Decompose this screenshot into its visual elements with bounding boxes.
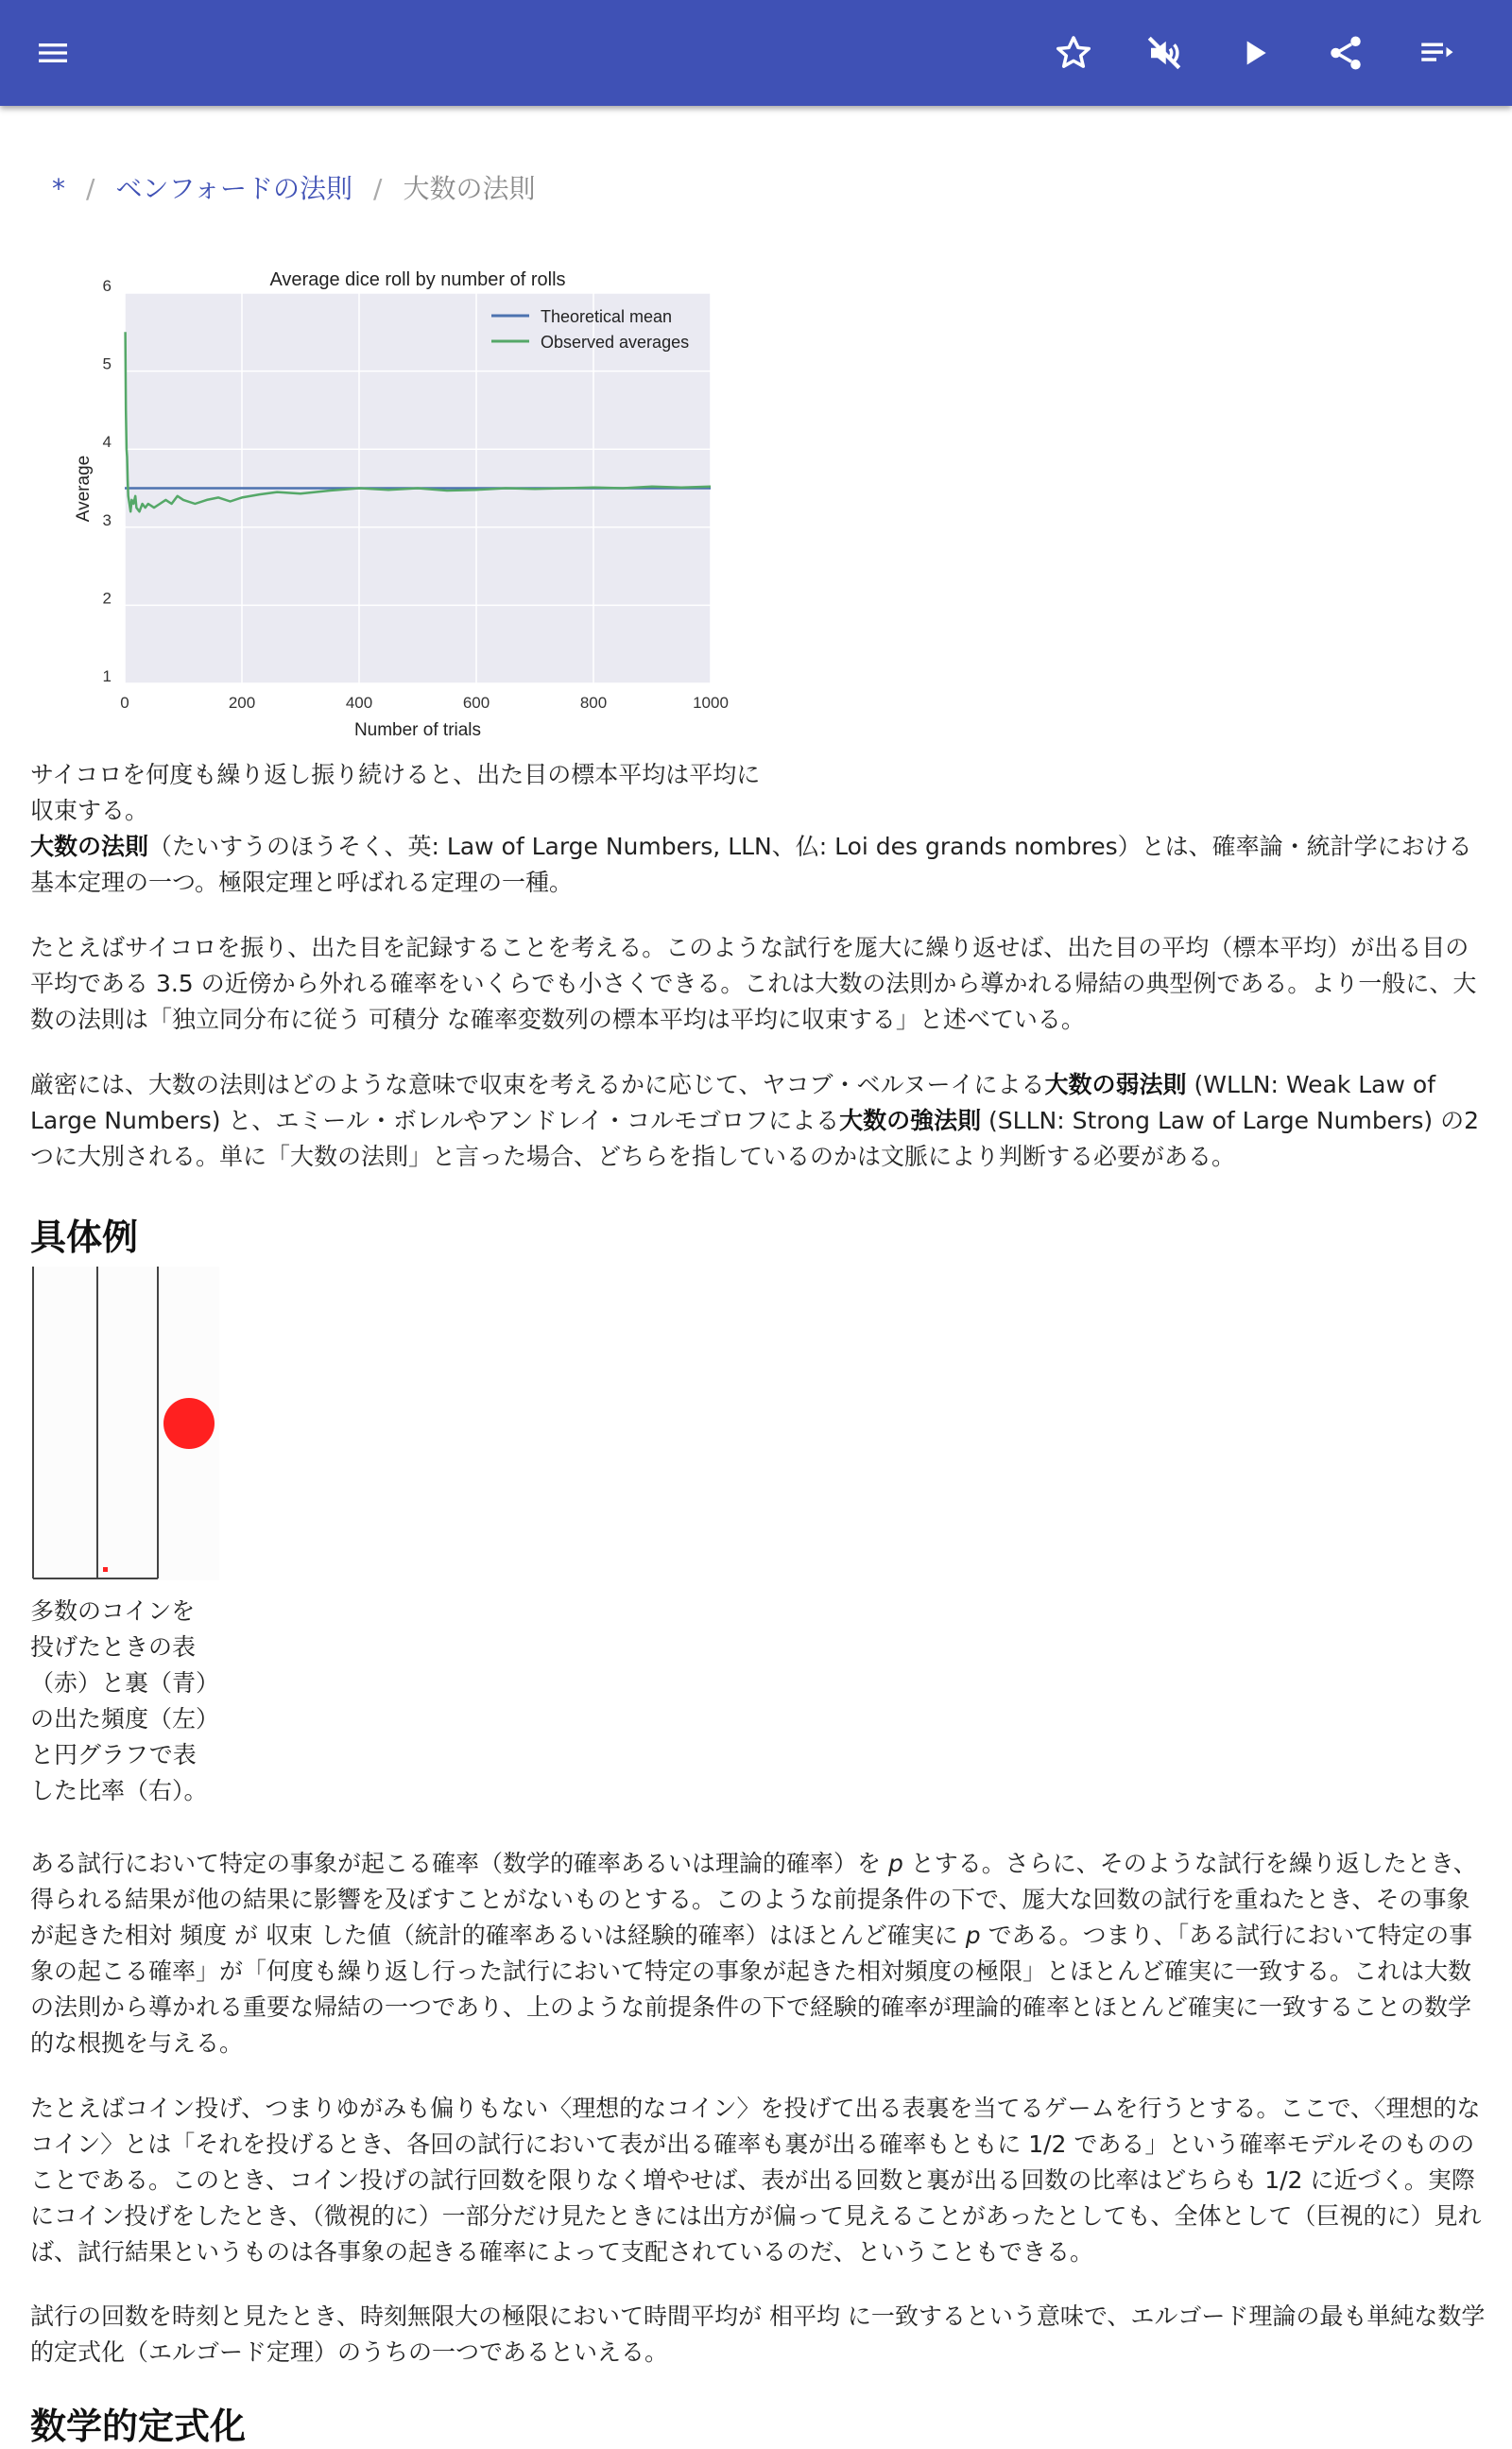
intro-term: 大数の法則: [30, 833, 149, 860]
chart-ylabel: Average: [74, 455, 94, 523]
chart-title: Average dice roll by number of rolls: [269, 269, 566, 290]
breadcrumb-current: 大数の法則: [403, 173, 536, 204]
x-tick-label: 400: [345, 694, 373, 712]
x-tick-label: 600: [462, 694, 490, 712]
para4-text-a: ある試行において特定の事象が起こる確率（数学的確率あるいは理論的確率）を: [30, 1850, 888, 1877]
intro-text: （たいすうのほうそく、英: Law of Large Numbers, LLN、仏: Loi des grands nombres）とは、確率論・統計学における基本定理の一つ。極限定理と呼ばれる定理の一種。: [30, 833, 1472, 896]
breadcrumb-parent[interactable]: ベンフォードの法則: [115, 173, 353, 204]
play-icon[interactable]: [1228, 26, 1281, 79]
section-title-examples: 具体例: [30, 1216, 139, 1258]
coin-animation-svg: [30, 1267, 219, 1580]
volume-off-icon[interactable]: [1138, 26, 1191, 79]
x-tick-label: 800: [579, 694, 608, 712]
section-title-formulation: 数学的定式化: [30, 2406, 247, 2447]
paragraph-4: [30, 1846, 1486, 2061]
chart-xlabel: Number of trials: [353, 720, 482, 740]
x-tick-label: 1000: [693, 694, 729, 712]
heads-frequency-bar: [103, 1567, 108, 1572]
prob-var-p: p: [965, 1922, 981, 1949]
para3-text-c: (SLLN: Strong Law of Large Numbers) の2つに大別される。単に「大数の法則」と言った場合、どちらを指しているのかは文脈により判断する必要がある。: [30, 1107, 1479, 1170]
breadcrumb: [52, 168, 536, 206]
dice-chart: [57, 255, 737, 750]
paragraph-2: たとえばサイコロを振り、出た目を記録することを考える。このような試行を厖大に繰り返せば、出た目の平均（標本平均）が出る目の平均である 3.5 の近傍から外れる確率をいくらでも小さくできる。これは大数の法則から導かれる帰結の典型例である。より一般に、大数の法則は「独立同分布に従う 可積分 な確率変数列の標本平均は平均に収束する」と述べている。: [30, 934, 1477, 1033]
y-tick-label: 6: [102, 277, 112, 295]
intro-paragraph: [30, 829, 1486, 901]
ratio-pie-chart: [163, 1398, 215, 1449]
coin-caption: 多数のコインを投げたときの表（赤）と裏（青）の出た頻度（左）と円グラフで表した比率（右）。: [30, 1597, 208, 1804]
prob-var-p: p: [887, 1850, 903, 1877]
y-tick-label: 3: [102, 510, 112, 529]
para4-text-b: とする。さらに、そのような試行を繰り返したとき、得られる結果が他の結果に影響を及ぼすことがないものとする。このような前提条件の下で、厖大な回数の試行を重ねたとき、その事象が起きた相対 頻度 が 収束 した値（統計的確率あるいは経験的確率）はほとんど確実に: [30, 1850, 1477, 1949]
chart-svg: [57, 255, 737, 747]
para3-text-a: 厳密には、大数の法則はどのような意味で収束を考えるかに応じて、ヤコブ・ベルヌーイによる: [30, 1071, 1045, 1098]
playlist-icon[interactable]: [1410, 26, 1463, 79]
y-tick-label: 4: [102, 433, 112, 452]
strong-law-term: 大数の強法則: [839, 1107, 982, 1134]
x-tick-label: 200: [228, 694, 256, 712]
app-bar: [0, 0, 1512, 106]
menu-icon[interactable]: [26, 26, 79, 79]
para3-text-b: (WLLN: Weak Law of Large Numbers) と、エミール・ボレルやアンドレイ・コルモゴロフによる: [30, 1071, 1435, 1134]
legend-label-observed: Observed averages: [541, 333, 690, 352]
legend-label-theoretical: Theoretical mean: [541, 307, 673, 326]
paragraph-6: 試行の回数を時刻と見たとき、時刻無限大の極限において時間平均が 相平均 に一致するという意味で、エルゴード理論の最も単純な数学的定式化（エルゴード定理）のうちの一つであるといえる。: [30, 2302, 1486, 2366]
paragraph-3: [30, 1067, 1486, 1175]
weak-law-term: 大数の弱法則: [1044, 1071, 1187, 1098]
coin-animation: [30, 1267, 219, 1580]
share-icon[interactable]: [1319, 26, 1372, 79]
chart-caption: サイコロを何度も繰り返し振り続けると、出た目の標本平均は平均に収束する。: [30, 761, 761, 824]
paragraph-5: たとえばコイン投げ、つまりゆがみも偏りもない〈理想的なコイン〉を投げて出る表裏を当てるゲームを行うとする。ここで、〈理想的なコイン〉とは「それを投げるとき、各回の試行において表が出る確率も裏が出る確率もともに 1/2 である」という確率モデルそのもののことである。このとき、コイン投げの試行回数を限りなく増やせば、表が出る回数と裏が出る回数の比率はどちらも 1/2 に近づく。実際にコイン投げをしたとき、（微視的に）一部分だけ見たときには出方が偏って見えることがあったとしても、全体として（巨視的に）見れば、試行結果というものは各事象の起きる確率によって支配されているのだ、ということもできる。: [30, 2095, 1482, 2266]
star-icon[interactable]: [1047, 26, 1100, 79]
y-tick-label: 1: [102, 667, 112, 685]
para4-text-c: である。つまり、「ある試行において特定の事象の起こる確率」が「何度も繰り返し行った試行において特定の事象が起きた相対頻度の極限」とほとんど確実に一致する。これは大数の法則から導かれる重要な帰結の一つであり、上のような前提条件の下で経験的確率が理論的確率とほとんど確実に一致することの数学的な根拠を与える。: [30, 1922, 1473, 2057]
x-tick-label: 0: [120, 694, 129, 712]
breadcrumb-home[interactable]: *: [52, 173, 65, 204]
y-tick-label: 2: [102, 589, 112, 608]
breadcrumb-separator: /: [373, 173, 383, 204]
breadcrumb-separator: /: [86, 173, 95, 204]
y-tick-label: 5: [102, 354, 112, 373]
